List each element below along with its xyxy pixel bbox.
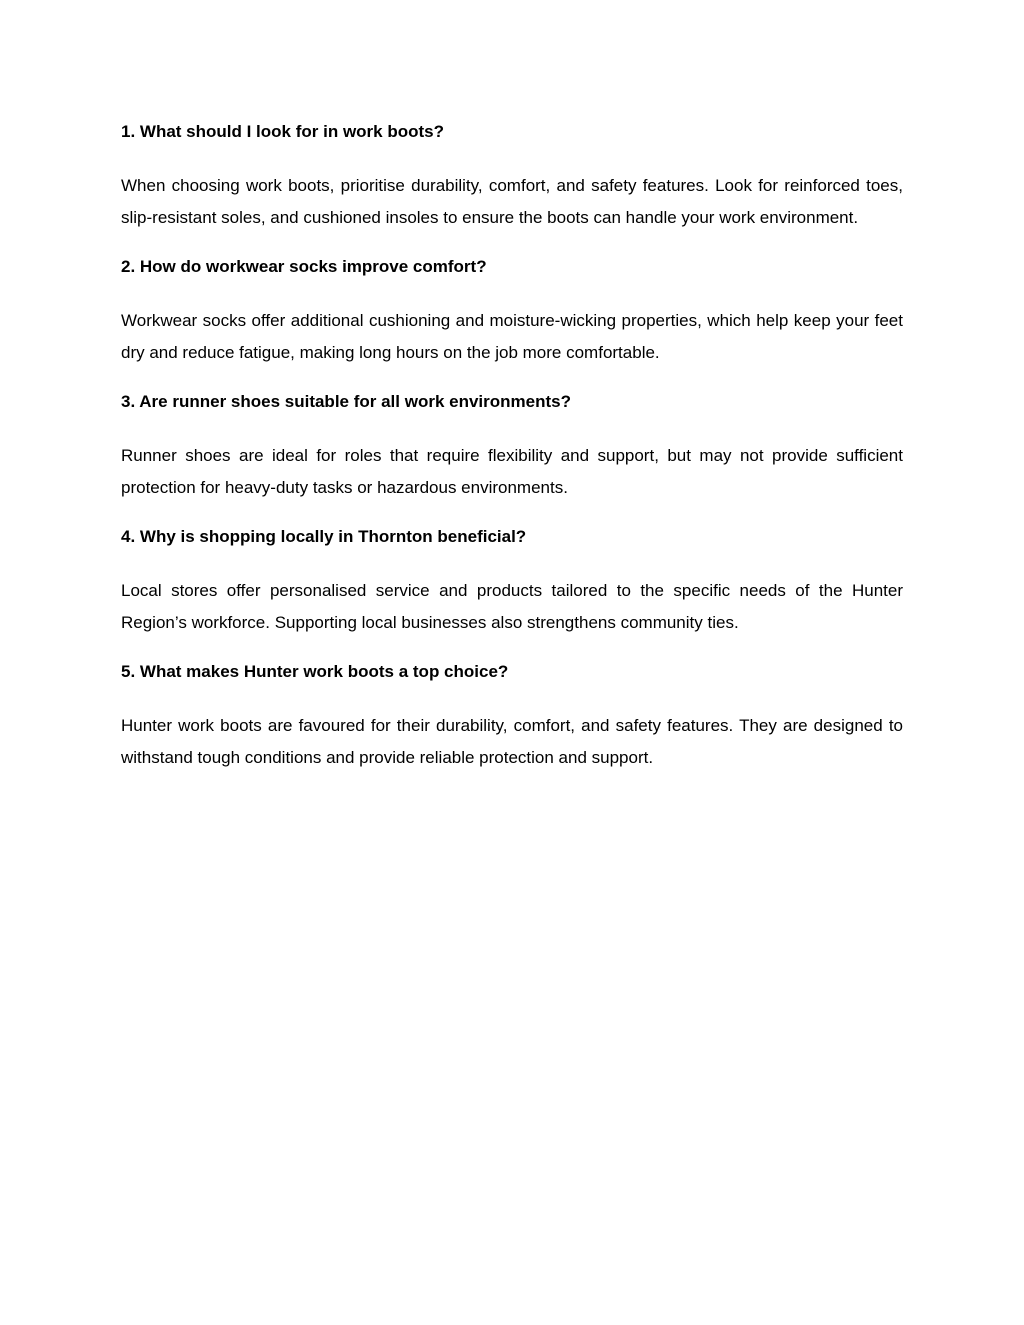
faq-item — [121, 118, 903, 233]
faq-item — [121, 388, 903, 503]
faq-answer: Local stores offer personalised service and products tailored to the specific needs of the Hunter Region’s workforce. Supporting local businesses also strengthens community ties. — [121, 581, 903, 632]
faq-answer: Hunter work boots are favoured for their durability, comfort, and safety features. They are designed to withstand tough conditions and provide reliable protection and support. — [121, 716, 903, 767]
faq-answer: Runner shoes are ideal for roles that require flexibility and support, but may not provide sufficient protection for heavy-duty tasks or hazardous environments. — [121, 446, 903, 497]
faq-section — [121, 118, 903, 793]
faq-question: 4. Why is shopping locally in Thornton beneficial? — [121, 527, 527, 546]
faq-answer: Workwear socks offer additional cushioning and moisture-wicking properties, which help keep your feet dry and reduce fatigue, making long hours on the job more comfortable. — [121, 311, 903, 362]
faq-item — [121, 658, 903, 773]
faq-item — [121, 253, 903, 368]
faq-item — [121, 523, 903, 638]
faq-question: 1. What should I look for in work boots? — [121, 122, 444, 141]
faq-question: 3. Are runner shoes suitable for all work environments? — [121, 392, 571, 411]
faq-answer: When choosing work boots, prioritise durability, comfort, and safety features. Look for reinforced toes, slip-resistant soles, and cushioned insoles to ensure the boots can handle your work environment. — [121, 176, 903, 227]
faq-question: 2. How do workwear socks improve comfort? — [121, 257, 487, 276]
faq-question: 5. What makes Hunter work boots a top choice? — [121, 662, 509, 681]
